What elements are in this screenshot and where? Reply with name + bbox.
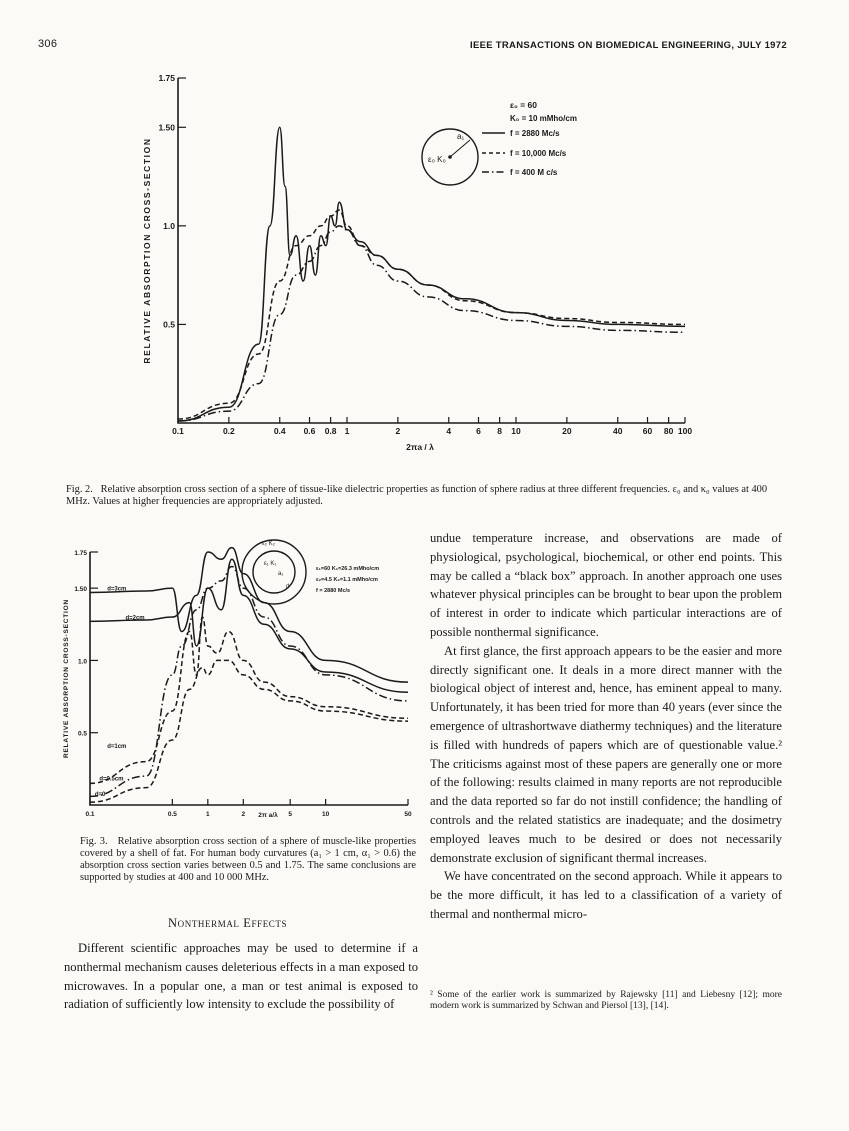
figure-3-series bbox=[90, 548, 408, 802]
footnote: ² Some of the earlier work is summarized by Rajewsky [11] and Liebesny [12]; more modern work is summarized by Schwan and Piersol [13], [14]. bbox=[430, 990, 782, 1011]
figure-3-legend bbox=[242, 540, 379, 604]
curve-label: d=1cm bbox=[107, 743, 127, 750]
page-number: 306 bbox=[38, 38, 58, 50]
x-tick-label: 20 bbox=[562, 426, 572, 436]
legend-entry: f = 2880 Mc/s bbox=[510, 129, 560, 138]
figure-3-caption bbox=[80, 836, 416, 884]
y-axis-label: RELATIVE ABSORPTION CROSS-SECTION bbox=[63, 599, 70, 758]
sphere-label-eps: ε₀ K₀ bbox=[428, 155, 446, 164]
shell-label-d: d bbox=[286, 584, 290, 590]
legend-param-eps: ε₀ = 60 bbox=[510, 100, 538, 110]
caption-label: Fig. 3. bbox=[80, 836, 108, 847]
x-tick-label: 0.1 bbox=[172, 426, 184, 436]
figure-2-axes bbox=[142, 73, 692, 452]
figure-2-caption bbox=[66, 484, 786, 508]
x-tick-label: 50 bbox=[404, 811, 412, 818]
curve-label: d=3cm bbox=[107, 586, 127, 593]
y-tick-label: 0.5 bbox=[163, 319, 175, 330]
legend-entry: f = 400 M c/s bbox=[510, 168, 558, 177]
series-line-3 bbox=[90, 566, 408, 799]
x-axis-label: 2πa / λ bbox=[406, 442, 434, 452]
shell-label-outer: ε₂ K₂ bbox=[262, 541, 276, 547]
y-tick-label: 0.5 bbox=[77, 730, 87, 738]
series-line-2 bbox=[90, 617, 408, 783]
x-tick-label: 10 bbox=[511, 426, 521, 436]
legend-param-k: K₀ = 10 mMho/cm bbox=[510, 114, 577, 123]
section-title: Nonthermal Effects bbox=[168, 916, 288, 930]
x-tick-label: 80 bbox=[663, 426, 674, 436]
x-tick-label: 10 bbox=[322, 811, 330, 818]
x-tick-label: 60 bbox=[642, 426, 653, 436]
x-tick-label: 0.1 bbox=[85, 811, 95, 818]
sphere-label-a: a₁ bbox=[457, 132, 465, 141]
x-tick-label: 1 bbox=[344, 426, 350, 436]
x-tick-label: 2 bbox=[241, 811, 246, 818]
journal-header: IEEE TRANSACTIONS ON BIOMEDICAL ENGINEERING, JULY 1972 bbox=[470, 40, 787, 51]
series-line-0 bbox=[178, 127, 685, 421]
right-column bbox=[430, 529, 782, 924]
y-tick-label: 1.0 bbox=[163, 220, 175, 231]
shell-sphere-outer-icon bbox=[242, 540, 306, 604]
series-line-4 bbox=[90, 660, 408, 802]
body-paragraph: At first glance, the first approach appears to be the easier and more directly significant one. It deals in a more direct manner with the biological object of interest and, hence, has eminent appeal to many. Unfortunately, it has been tried for more than 40 years (ever since the emergence of ultrashortwave diathermy techniques) and the literature is filled with hundreds of papers which are of questionable value.² The criticisms against most of these papers are generally one or more of the following: results claimed in many reports are not reproducible and the data reported so far do not instill confidence; the handling of controls and the related statistics are inadequate; and the dosimetry employed leaves much to be desired or does not necessarily demonstrate exclusion of significant thermal increases. bbox=[430, 643, 782, 865]
x-tick-label: 0.5 bbox=[167, 811, 177, 818]
x-tick-label: 6 bbox=[476, 426, 481, 436]
y-tick-label: 1.75 bbox=[74, 550, 87, 557]
legend-param: ε₁=60 K₁=26.3 mMho/cm bbox=[316, 566, 380, 572]
x-tick-label: 5 bbox=[288, 811, 292, 818]
x-tick-label: 100 bbox=[677, 426, 693, 436]
y-tick-label: 1.50 bbox=[74, 586, 87, 594]
figure-2-legend bbox=[422, 100, 577, 185]
x-tick-label: 1 bbox=[206, 811, 210, 818]
x-tick-label: 4 bbox=[446, 426, 452, 436]
y-tick-label: 1.50 bbox=[158, 122, 175, 133]
x-axis-label: 2π a/λ bbox=[258, 812, 278, 819]
body-paragraph: Different scientific approaches may be used to determine if a nonthermal mechanism causes deleterious effects in a man exposed to microwaves. In a popular one, a man or test animal is exposed to radiation of sufficiently low intensity to exclude the possibility of bbox=[64, 941, 418, 1012]
y-tick-label: 1.0 bbox=[77, 658, 87, 666]
legend-param: f = 2880 Mc/s bbox=[316, 588, 351, 594]
x-tick-label: 0.8 bbox=[324, 426, 337, 436]
curve-label: d=2cm bbox=[125, 615, 145, 622]
axis-lines bbox=[178, 78, 685, 423]
left-column bbox=[64, 939, 418, 1014]
caption-label: Fig. 2. bbox=[66, 484, 93, 495]
x-tick-label: 40 bbox=[613, 426, 623, 436]
x-tick-label: 0.6 bbox=[303, 426, 316, 436]
y-axis-label: RELATIVE ABSORPTION CROSS-SECTION bbox=[142, 137, 152, 364]
shell-label-inner: ε₁ K₁ bbox=[264, 561, 277, 567]
x-tick-label: 0.4 bbox=[273, 426, 286, 436]
x-tick-label: 0.2 bbox=[222, 426, 235, 436]
legend-entry: f = 10,000 Mc/s bbox=[510, 149, 567, 158]
y-tick-label: 1.75 bbox=[158, 73, 175, 83]
legend-param: ε₂=4.5 K₂=1.1 mMho/cm bbox=[316, 577, 378, 583]
figure-2-chart bbox=[120, 68, 720, 468]
series-line-1 bbox=[178, 210, 685, 419]
x-tick-label: 8 bbox=[497, 426, 502, 436]
caption-text: Relative absorption cross section of a sphere of muscle-like properties covered by a shell of fat. For human body curvatures (a₁ > 1 cm, α₁ > 0.6) the absorption cross section varies between 0.5 and 1.75. The same conclusions are supported by studies at 400 and 10 000 MHz. bbox=[80, 836, 416, 883]
caption-text: Relative absorption cross section of a sphere of tissue-like dielectric properties as function of sphere radius at three different frequencies. ε₀ and κ₀ values at 400 MHz. Values at higher frequencies are appropriately adjusted. bbox=[66, 484, 768, 507]
curve-label: d=0.5cm bbox=[99, 776, 124, 783]
curve-label: d=0 bbox=[94, 792, 106, 799]
figure-3-chart bbox=[58, 530, 428, 830]
body-paragraph: We have concentrated on the second approach. While it appears to be the more difficult, it has led to a classification of a variety of thermal and nonthermal micro- bbox=[430, 869, 782, 921]
figure-2-series bbox=[178, 127, 685, 421]
x-tick-label: 2 bbox=[395, 426, 401, 436]
shell-label-a: a₁ bbox=[278, 571, 284, 577]
sphere-radius-line bbox=[450, 140, 470, 157]
body-paragraph: undue temperature increase, and observations are made of physiological, psychological, biochemical, or other end points. This may be called a “black box” approach. In another approach one uses whatever physical principles can be brought to bear upon the problem of interest in order to indicate which particular interactions are of possible nonthermal significance. bbox=[430, 531, 782, 639]
